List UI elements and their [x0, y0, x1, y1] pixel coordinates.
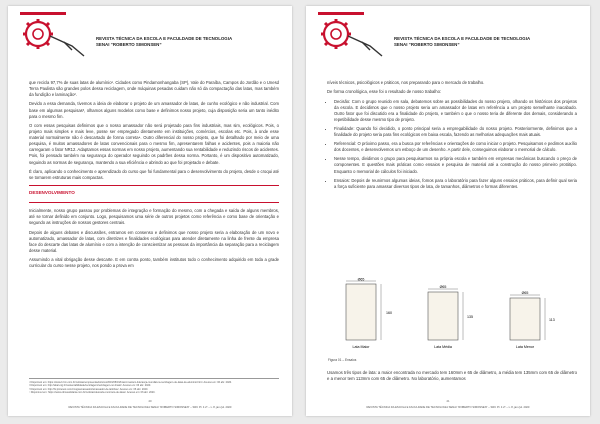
diameter-label: Ø65 — [521, 291, 529, 295]
paragraph: Assumindo a vital obrigação desse descarte. E em contra ponto, também institutos todo o conhecimento adquirido em toda a grade curricular do curso nesse projeto, nos pondo a prova em — [29, 257, 279, 269]
paragraph: que recicla 97,7% de suas latas de alumínio¹. Cidades como Pindamonhangaba (SP), Vale do Paraíba, Campos do Jordão e o Unesd Terra Paulista são grandes polos dessa reciclagem, onde máquinas pesadas cuidam não só da compactação das latas, mas também da fundição e laminação². — [29, 80, 279, 98]
figure-caption: Figura 01 – Ensaios — [328, 358, 357, 362]
list-item: • Decisão: Com o grupo reunido em sala, debatemos sobre as possibilidades do nosso projeto, olhando os históricos dos projetos da escola. E decidimos que o nosso projeto seria um amassador de latas em referência a um projeto semelhante inacabado. Outro fator que foi discutido era a finalidade do projeto, e também o que o nosso teria de diferente dos demais, considerando a repetibilidade desse mesmo tipo de projeto. — [334, 99, 577, 123]
height-label: 160 — [386, 311, 392, 315]
list-item: • Referencial: O próximo passo, era a busca por referências e orientações de como iniciar o projeto. Pesquisamos e pedimos auxílio dos docentes, e desenvolvemos um esboço de um desenho. A partir dele, conseguimos elaborar o memorial de cálculo. — [334, 141, 577, 153]
right-page — [306, 6, 590, 416]
footnote: ² Disponível em: http://abal.org.br/sustentabilidade/reciclagem/reciclagem-no-brasil/. Acesso em: 06 abr. 2020. — [29, 384, 152, 388]
footnote: ³ Disponível em: http://br.pinterest.com/cnogoamassador/amassador-de-latinhas/. Acesso em: 06 abr. 2020. — [29, 387, 149, 391]
left-page — [8, 6, 292, 416]
header-line-1: REVISTA TÉCNICA DA ESCOLA E FACULDADE DE TECNOLOGIA — [394, 36, 531, 41]
left-body — [29, 80, 279, 273]
diameter-label: Ø65 — [357, 278, 365, 282]
journal-header — [96, 36, 286, 47]
paragraph: Depois de alguns debates e discussões, entramos em consenso e definimos que nosso projeto seria a elaboração de um novo e automatizado, amassador de latas, com diretrizes e finalidades ecológicas para atender diretamente na linha de frente da empresa face do descarte das latas de alumínio e com a intenção de conscientizar as pessoas da importância da separação para a reciclagem desse material. — [29, 229, 279, 253]
paragraph: Inicialmente, nosso grupo passou por problemas de integração e formação do mesmo, com a chegada e saída de alguns membros, até se tornar definido em conjunto. Logo, pesquisamos uma série de outros projetos como referência e como base de orientação e segundo as instruções de nossos gestores centrais. — [29, 208, 279, 226]
list-item: • Nesse tempo, dividimos o grupo para pesquisarmos na própria escola e também em empresas mecânicas buscando o preço de componentes. E questões mais práticas como ensaios e pesquisa de material até a construção do nosso primeiro protótipo. Enquanto o memorial de cálculos foi iniciado. — [334, 156, 577, 174]
paragraph: Devido a essa demanda, tivemos a ideia de elaborar o projeto de um amassador de latas, de cunho ecológico e não industrial. Com base em algumas pesquisas³, olhamos alguns modelos como base e definimos nosso projeto, cuja disposição seria um tanto inédito para o mesmo fim. — [29, 101, 279, 119]
list-item: • Ensaios: Depois de reunirmos algumas ideias, fomos para o laboratório para fazer alguns ensaios práticos, para definir qual seria a força suficiente para amassar diversos tipos de lata, de tamanhos, diâmetros e formas diferentes. — [334, 178, 577, 190]
can-label: Lata Menor — [515, 345, 535, 349]
paragraph: O com essas pesquisas definimos que o nosso amassador não será projetado para fins industriais, mas sim, ecológicos. Pois, o projeto mais simples e mais leve, posse ser empregado diretamente em instituições, comércios, escolas etc. Pois, à onde esse material normalmente não é descartado de forma correta⁴. Outro diferencial do nosso projeto, que foi detalhado por meio de uma pesquisa, é muitos amassadores de latas convencionais para o mesmo fim, apresentarem falhas e acidentes, pois a maioria não carregaram o fator NR12. Adaptamos essas normas em nosso projeto, aumentando sua rentabilidade e reduzindo riscos de acidentes. Pois, foi pensado também na segurança do operador seguindo os padrões dessa norma. Portanto, é um dispositivo automatizado, seguindo as normas de segurança, mantendo a sua eficiência e abrindo ao que foi projetado e debate. — [29, 122, 279, 165]
height-label: 113 — [549, 318, 555, 322]
can-large — [346, 278, 392, 349]
page-number: 20 — [148, 399, 152, 403]
cans-figure — [336, 278, 566, 358]
list-item: • Finalidade: Quando foi decidido, o ponto principal seria a empregabilidade do nosso projeto. Posteriormente, definimos que a finalidade do projeto seria para fins ecológicos em baixa escala, fazendo as melhorias adequações mais atuais. — [334, 126, 577, 138]
can-label: Lata Média — [434, 345, 452, 349]
paragraph: níveis técnicos, psicológicos e práticos, nos preparando para o mercado de trabalho. — [327, 80, 485, 85]
paragraph: De forma cronológica, esse foi o resultado de nosso trabalho: — [327, 89, 442, 95]
footnotes — [29, 378, 279, 395]
section-divider — [29, 202, 279, 203]
timeline-list — [327, 99, 577, 190]
section-title: DESENVOLVIMENTO — [29, 189, 75, 195]
journal-header — [394, 36, 584, 47]
gear-logo-icon — [318, 12, 384, 58]
can-small — [510, 291, 555, 349]
paragraph: Usamos três tipos de lata: a maior encontrada no mercado tem 160mm e 65 de diâmetro, a média tem 135mm com 65 de diâmetro e a menor tem 113mm com 65 de diâmetro. No laboratório, aumentamos — [327, 370, 577, 382]
can-label: Lata Maior — [352, 345, 370, 349]
footnote: ⁴ Disponível em: https://www.otimasolidaria.com.br/noticias/descarte-incorreto-de-latas/. Acesso em: 06 abr. 2020. — [29, 391, 156, 395]
right-body — [327, 80, 577, 193]
height-label: 135 — [467, 315, 473, 319]
page-footer: REVISTA TÉCNICA DA ESCOLA E FACULDADE DE TECNOLOGIA SENAI “ROBERTO SIMONSEN” – SRC Pl. 4 2º – v. 8, jan./jul. 2020 — [68, 406, 232, 409]
section-divider — [29, 185, 279, 186]
header-line-2: SENAI “ROBERTO SIMONSEN” — [96, 41, 162, 47]
page-footer: REVISTA TÉCNICA DA ESCOLA E FACULDADE DE TECNOLOGIA SENAI “ROBERTO SIMONSEN” – SRC Pl. 4 2º – v. 8, jan./jul. 2020 — [366, 406, 530, 409]
footnote: ¹ Disponível em: https://www.b.hm.com.br/noticias/empreendedorismo/2019/08/19/brasil-mantem-liderança-mundial-na-reciclagem-de-latas-de-aluminio.html. Acesso em: 06 abr. 2020. — [29, 381, 232, 384]
right-closing — [327, 370, 577, 385]
diameter-label: Ø65 — [439, 285, 447, 289]
can-medium — [428, 285, 473, 349]
gear-logo-icon — [20, 12, 86, 58]
header-line-2: SENAI “ROBERTO SIMONSEN” — [394, 41, 460, 47]
header-line-1: REVISTA TÉCNICA DA ESCOLA E FACULDADE DE TECNOLOGIA — [96, 36, 233, 41]
paragraph: É claro, aplicando o conhecimento e aprendizado do curso que foi fundamental para o desenvolvimento do projeto, desde o croqui até se tornarem estruturas mais compactas. — [29, 168, 279, 180]
page-number: 21 — [446, 399, 450, 403]
